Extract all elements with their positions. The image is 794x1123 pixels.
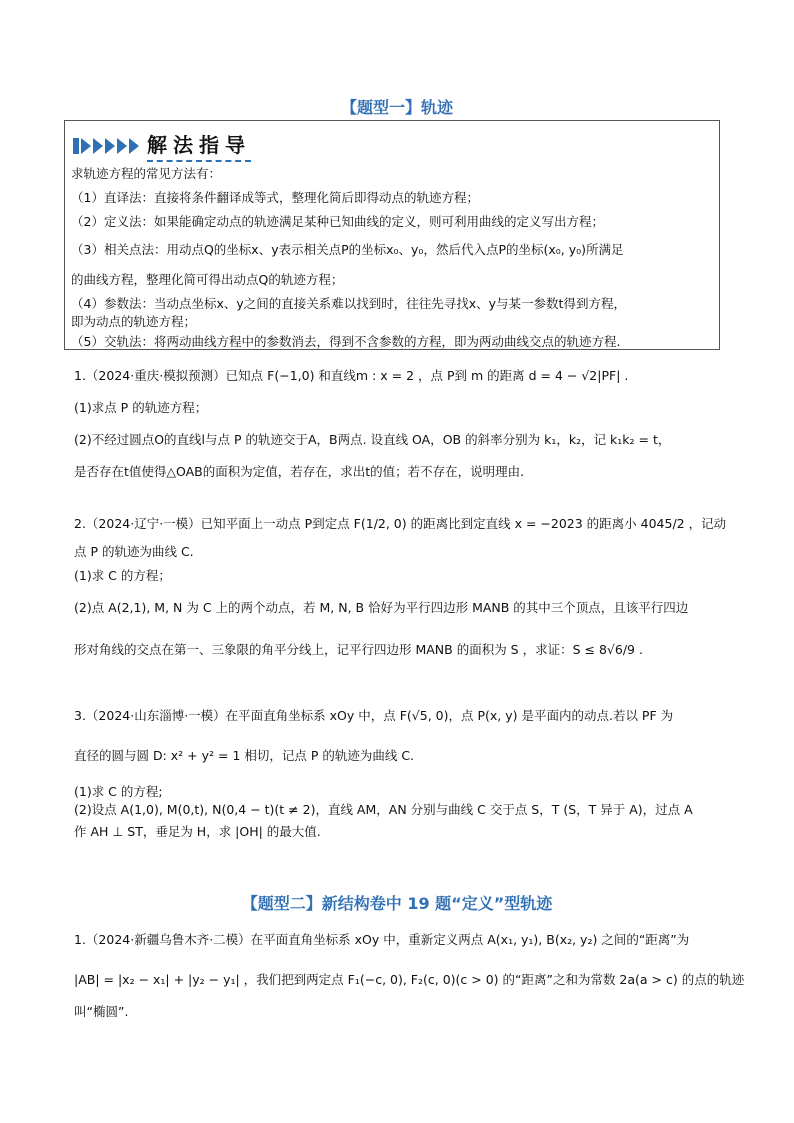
guide-line: 即为动点的轨迹方程； [71,314,197,329]
guide-line: （5）交轨法：将两动曲线方程中的参数消去，得到不含参数的方程，即为两动曲线交点的轨迹方程. [71,334,621,349]
problem-2-line: (2)点 A(2,1), M, N 为 C 上的两个动点，若 M, N, B 恰好为平行四边形 MANB 的其中三个顶点，且该平行四边 [74,600,689,615]
problem-4-line: 1.（2024·新疆乌鲁木齐·二模）在平面直角坐标系 xOy 中，重新定义两点 A(x₁, y₁), B(x₂, y₂) 之间的“距离”为 [74,932,690,947]
section-title-2: 【题型二】新结构卷中 19 题“定义”型轨迹 [241,894,553,913]
guide-title: 解法指导 [147,129,251,162]
chevron-arrows-icon [73,138,141,154]
problem-3-line: 3.（2024·山东淄博·一模）在平面直角坐标系 xOy 中，点 F(√5, 0)，点 P(x, y) 是平面内的动点.若以 PF 为 [74,708,674,723]
problem-4-line: 叫“椭圆”. [74,1004,129,1019]
problem-2-line: (1)求 C 的方程； [74,568,171,583]
problem-3-line: 作 AH ⊥ ST，垂足为 H，求 |OH| 的最大值. [74,824,321,839]
problem-2-line: 点 P 的轨迹为曲线 C. [74,544,194,559]
problem-2-line: 2.（2024·辽宁·一模）已知平面上一动点 P到定点 F(1/2, 0) 的距离比到定直线 x = −2023 的距离小 4045/2 ，记动 [74,516,727,531]
problem-3-line: (1)求 C 的方程; [74,784,163,799]
problem-1-line: 1.（2024·重庆·模拟预测）已知点 F(−1,0) 和直线m : x = 2 ，点 P到 m 的距离 d = 4 − √2|PF| . [74,368,629,383]
problem-2-line: 形对角线的交点在第一、三象限的角平分线上，记平行四边形 MANB 的面积为 S ，求证：S ≤ 8√6/9 . [74,642,643,657]
problem-1-line: 是否存在t值使得△OAB的面积为定值，若存在，求出t的值；若不存在，说明理由. [74,464,525,479]
guide-line: （3）相关点法：用动点Q的坐标x、y表示相关点P的坐标x₀、y₀，然后代入点P的坐标(x₀, y₀)所满足 [71,242,624,257]
problem-3-line: 直径的圆与圆 D: x² + y² = 1 相切，记点 P 的轨迹为曲线 C. [74,748,415,763]
guide-intro: 求轨迹方程的常见方法有： [71,166,222,181]
section-title-1: 【题型一】轨迹 [340,98,453,117]
guide-line: （1）直译法：直接将条件翻译成等式，整理化简后即得动点的轨迹方程； [71,190,479,205]
problem-1-line: (2)不经过圆点O的直线l与点 P 的轨迹交于A，B两点. 设直线 OA，OB 的斜率分别为 k₁，k₂，记 k₁k₂ = t， [74,432,671,447]
guide-line: （4）参数法：当动点坐标x、y之间的直接关系难以找到时，往往先寻找x、y与某一参数t得到方程， [71,296,626,311]
problem-1-line: (1)求点 P 的轨迹方程； [74,400,208,415]
method-guide-box [64,120,720,350]
guide-header [73,129,251,162]
guide-line: 的曲线方程，整理化简可得出动点Q的轨迹方程； [71,272,344,287]
guide-line: （2）定义法：如果能确定动点的轨迹满足某种已知曲线的定义，则可利用曲线的定义写出方程； [71,214,604,229]
problem-4-line: |AB| = |x₂ − x₁| + |y₂ − y₁| ，我们把到两定点 F₁(−c, 0), F₂(c, 0)(c > 0) 的“距离”之和为常数 2a(a > c) 的点的轨迹 [74,972,745,987]
problem-3-line: (2)设点 A(1,0), M(0,t), N(0,4 − t)(t ≠ 2)，直线 AM，AN 分别与曲线 C 交于点 S，T (S，T 异于 A)，过点 A [74,802,693,817]
